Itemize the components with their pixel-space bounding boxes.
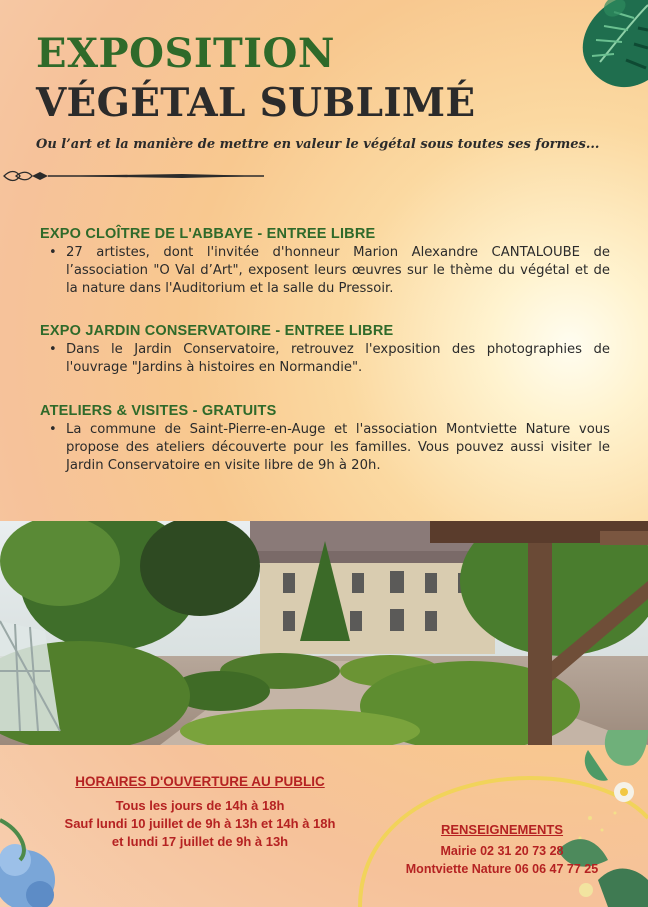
flower-decoration — [538, 730, 648, 907]
section-expo-cloitre — [40, 226, 610, 298]
divider-ornament — [2, 168, 264, 184]
section-heading: EXPO JARDIN CONSERVATOIRE - ENTREE LIBRE — [40, 323, 394, 339]
contact-line-montviette: Montviette Nature 06 06 47 77 25 — [405, 862, 599, 876]
section-heading: ATELIERS & VISITES - GRATUITS — [40, 403, 277, 419]
contact-heading: RENSEIGNEMENTS — [440, 822, 564, 837]
section-ateliers-visites — [40, 403, 610, 475]
section-text: • 27 artistes, dont l'invitée d'honneur Marion Alexandre CANTALOUBE de l’association "O Val d’Art", exposent leurs œuvres sur le thème du végétal et de la nature dans l'Auditorium et la salle du Pressoir. — [40, 244, 610, 298]
contact-info — [372, 822, 632, 878]
opening-hours-line: et lundi 17 juillet de 9h à 13h — [111, 834, 289, 849]
monstera-leaf-decoration — [538, 0, 648, 95]
section-heading: EXPO CLOÎTRE DE L'ABBAYE - ENTREE LIBRE — [40, 226, 376, 242]
contact-line-mairie: Mairie 02 31 20 73 28 — [440, 844, 564, 858]
opening-hours-line: Tous les jours de 14h à 18h — [115, 798, 285, 813]
garden-photo — [0, 521, 648, 745]
opening-hours-line: Sauf lundi 10 juillet de 9h à 13h et 14h à 18h — [64, 816, 336, 831]
title-exposition: EXPOSITION — [36, 30, 335, 77]
section-text: • La commune de Saint-Pierre-en-Auge et l'association Montviette Nature vous propose des ateliers découverte pour les familles. Vous pouvez aussi visiter le Jardin Conservatoire en visite libre de 9h à 20h. — [40, 421, 610, 475]
section-expo-jardin — [40, 323, 610, 377]
subtitle: Ou l’art et la manière de mettre en valeur le végétal sous toutes ses formes... — [36, 137, 600, 152]
section-text: • Dans le Jardin Conservatoire, retrouvez l'exposition des photographies de l'ouvrage "Jardins à histoires en Normandie". — [40, 341, 610, 377]
opening-hours-heading: HORAIRES D'OUVERTURE AU PUBLIC — [75, 774, 325, 789]
title-vegetal-sublime: VÉGÉTAL SUBLIMÉ — [36, 80, 476, 126]
opening-hours — [30, 774, 370, 851]
